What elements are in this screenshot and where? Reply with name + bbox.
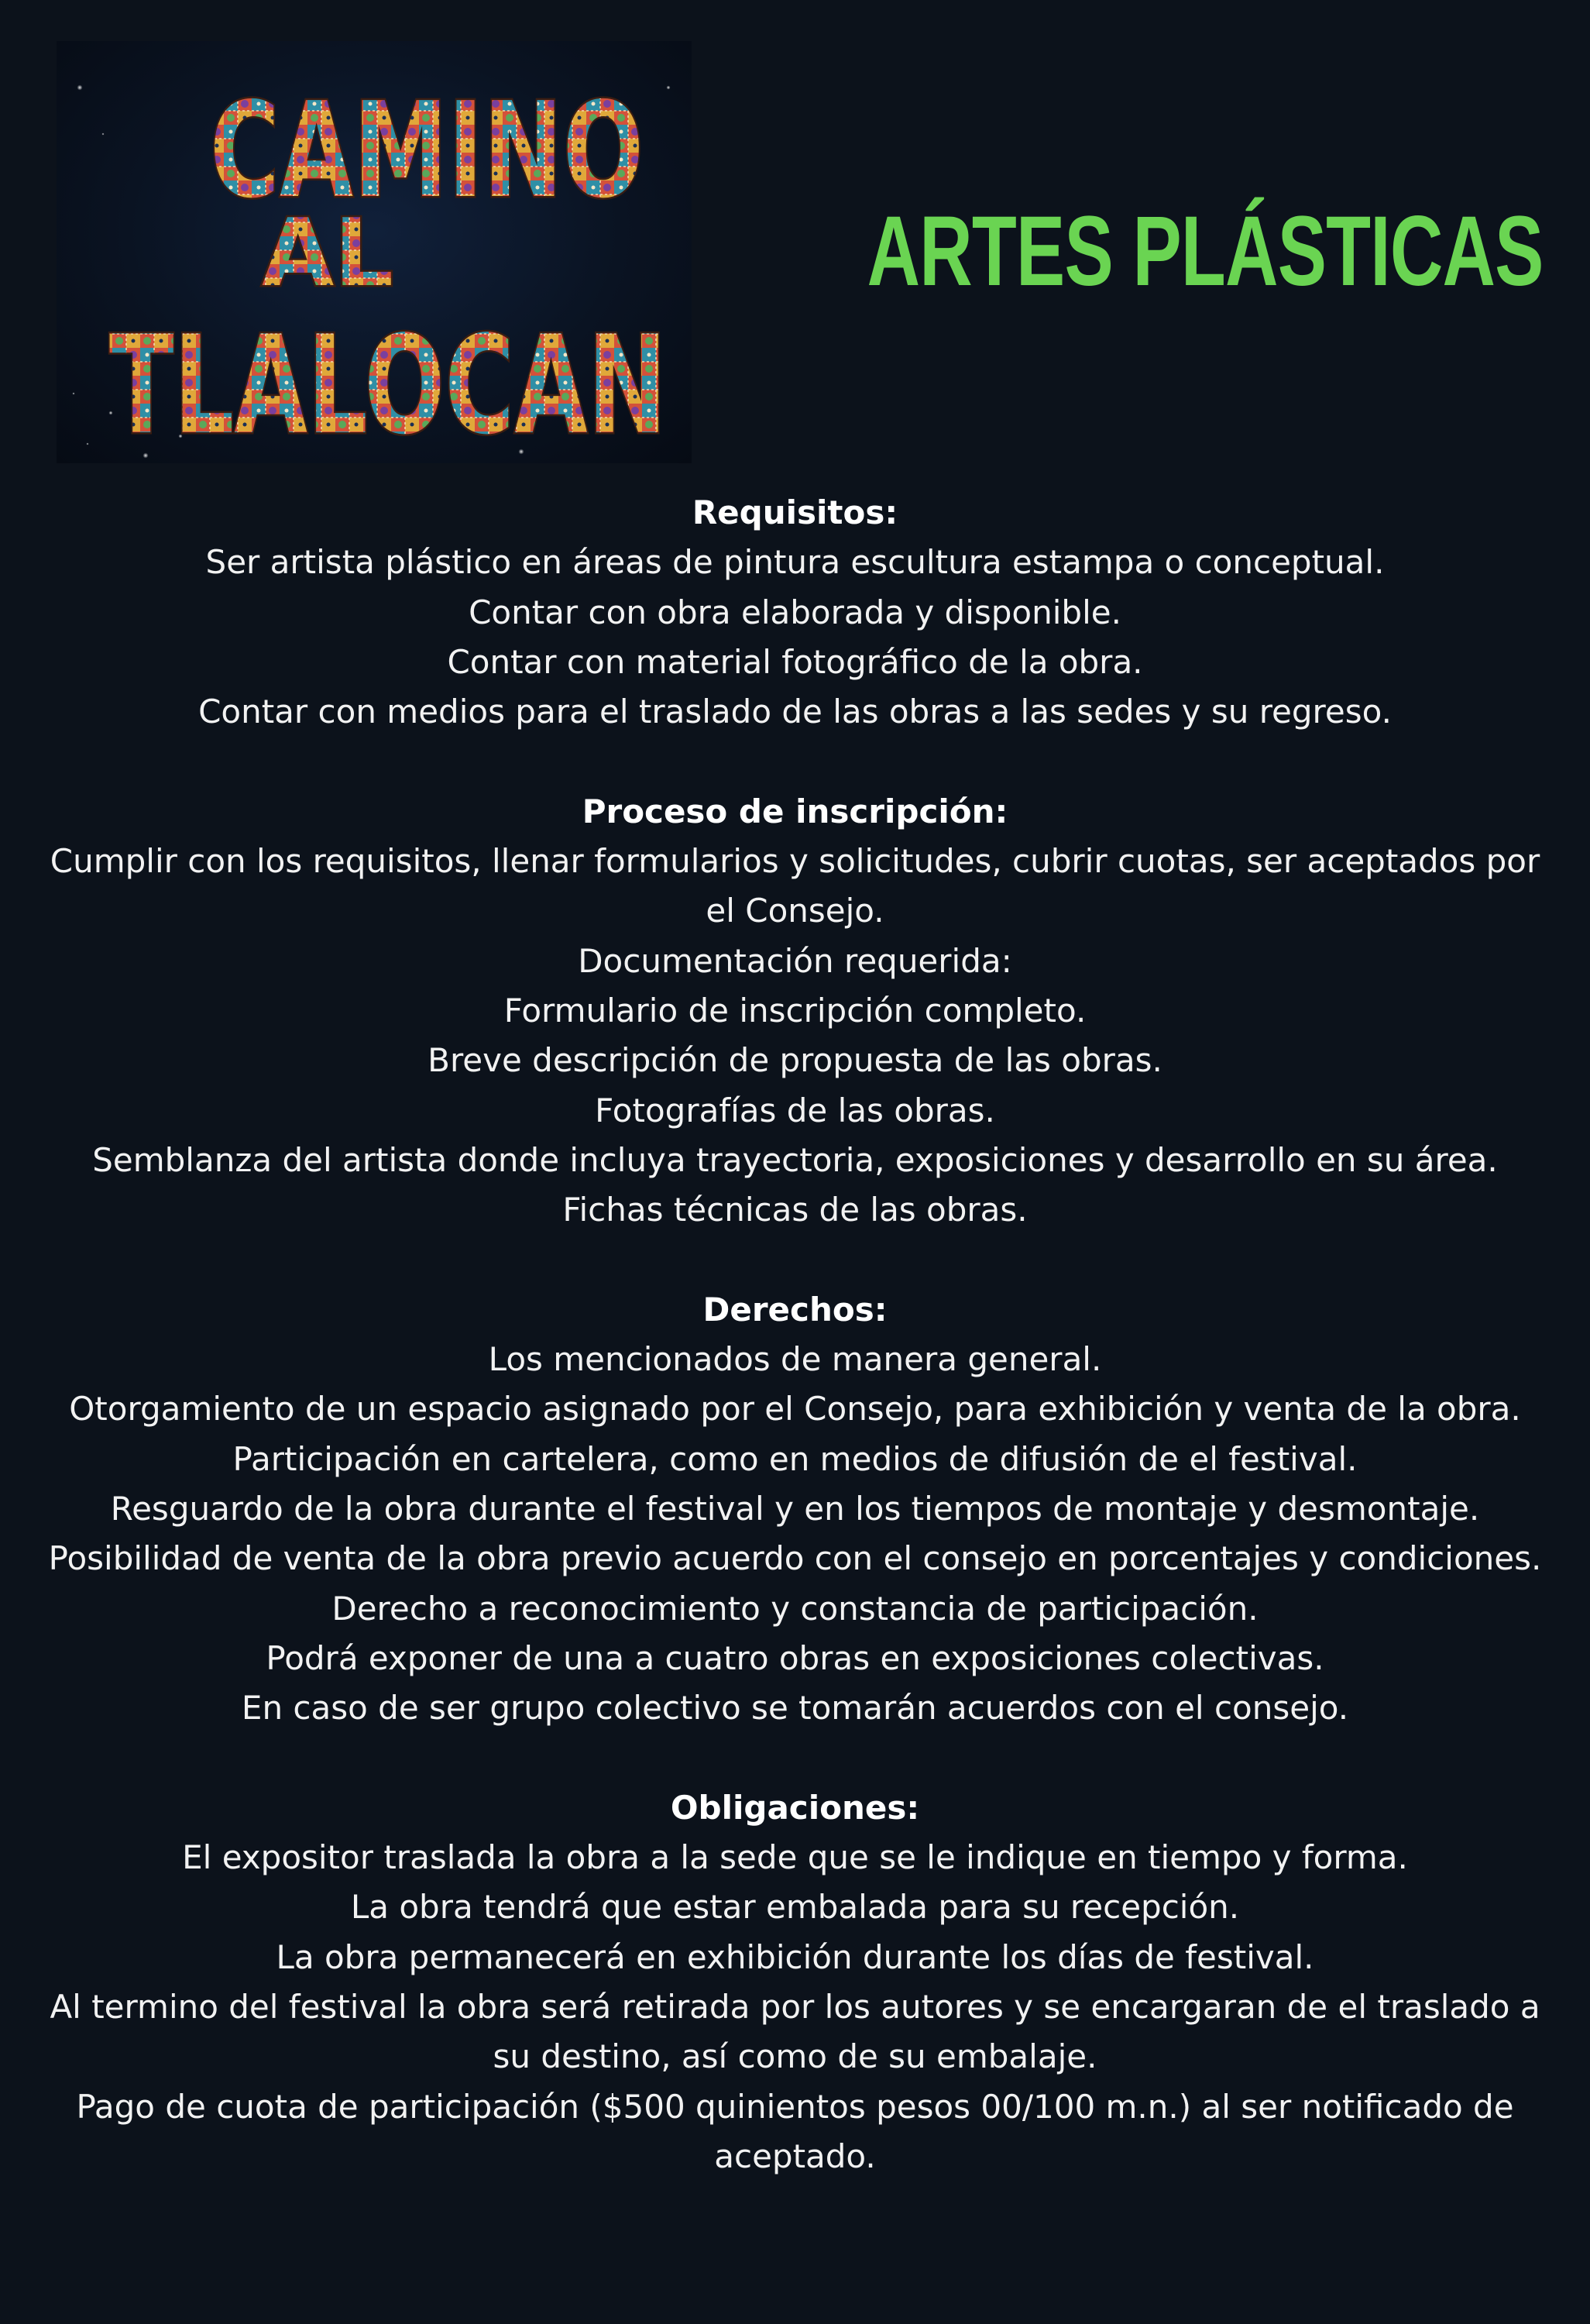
section-line: Contar con obra elaborada y disponible. xyxy=(469,593,1121,631)
section-line: La obra permanecerá en exhibición durante los días de festival. xyxy=(276,1937,1314,1976)
festival-logo xyxy=(57,41,692,463)
section-line: Participación en cartelera, como en medios de difusión de el festival. xyxy=(232,1439,1358,1478)
section-2 xyxy=(46,787,1544,1236)
section-line: Resguardo de la obra durante el festival y en los tiempos de montaje y desmontaje. xyxy=(110,1489,1480,1528)
section-line: Cumplir con los requisitos, llenar formularios y solicitudes, cubrir cuotas, ser aceptados por el Consejo. xyxy=(50,842,1540,930)
section-line: Formulario de inscripción completo. xyxy=(503,991,1087,1030)
star-speck xyxy=(77,85,83,91)
logo-line-tlalocan: TLALOCAN xyxy=(109,308,667,465)
logo-line-al: AL xyxy=(262,200,393,308)
logo-line-camino: CAMINO xyxy=(210,74,644,228)
logo-lettering xyxy=(109,74,667,465)
section-line: Semblanza del artista donde incluya trayectoria, exposiciones y desarrollo en su área. xyxy=(92,1140,1498,1179)
star-speck xyxy=(102,133,105,136)
section-3 xyxy=(46,1285,1544,1734)
section-line: Otorgamiento de un espacio asignado por el Consejo, para exhibición y venta de la obra. xyxy=(69,1390,1521,1428)
section-line: Ser artista plástico en áreas de pintura escultura estampa o conceptual. xyxy=(205,543,1385,582)
section-line: El expositor traslada la obra a la sede que se le indique en tiempo y forma. xyxy=(182,1838,1408,1877)
section-heading: Obligaciones: xyxy=(670,1788,920,1827)
section-line: Podrá exponer de una a cuatro obras en exposiciones colectivas. xyxy=(266,1638,1324,1677)
logo-artwork xyxy=(57,41,692,463)
star-speck xyxy=(667,86,671,90)
section-line: Contar con medios para el traslado de las obras a las sedes y su regreso. xyxy=(198,693,1392,731)
section-line: Documentación requerida: xyxy=(578,941,1012,980)
section-line: La obra tendrá que estar embalada para su recepción. xyxy=(350,1888,1240,1927)
section-line: En caso de ser grupo colectivo se tomarán acuerdos con el consejo. xyxy=(241,1689,1349,1728)
section-line: Fotografías de las obras. xyxy=(595,1091,995,1129)
star-speck xyxy=(87,443,89,445)
section-4 xyxy=(46,1783,1544,2181)
section-line: Al termino del festival la obra será retirada por los autores y se encargaran de el traslado a su destino, así como de su embalaje. xyxy=(50,1987,1540,2076)
section-heading: Requisitos: xyxy=(692,493,898,531)
section-1 xyxy=(46,488,1544,737)
section-line: Breve descripción de propuesta de las obras. xyxy=(428,1041,1162,1080)
section-line: Posibilidad de venta de la obra previo acuerdo con el consejo en porcentajes y condiciones. xyxy=(48,1539,1542,1578)
section-heading: Proceso de inscripción: xyxy=(582,792,1008,830)
section-line: Contar con material fotográfico de la obra. xyxy=(447,642,1143,681)
star-speck xyxy=(73,393,75,395)
section-line: Derecho a reconocimiento y constancia de participación. xyxy=(331,1589,1259,1628)
section-line: Fichas técnicas de las obras. xyxy=(562,1191,1028,1229)
page-title: ARTES PLÁSTICAS xyxy=(867,196,1544,307)
section-line: Los mencionados de manera general. xyxy=(488,1340,1102,1379)
section-line: Pago de cuota de participación ($500 quinientos pesos 00/100 m.n.) al ser notificado de aceptado. xyxy=(76,2087,1514,2175)
content-body xyxy=(46,488,1544,2231)
section-heading: Derechos: xyxy=(702,1290,888,1329)
